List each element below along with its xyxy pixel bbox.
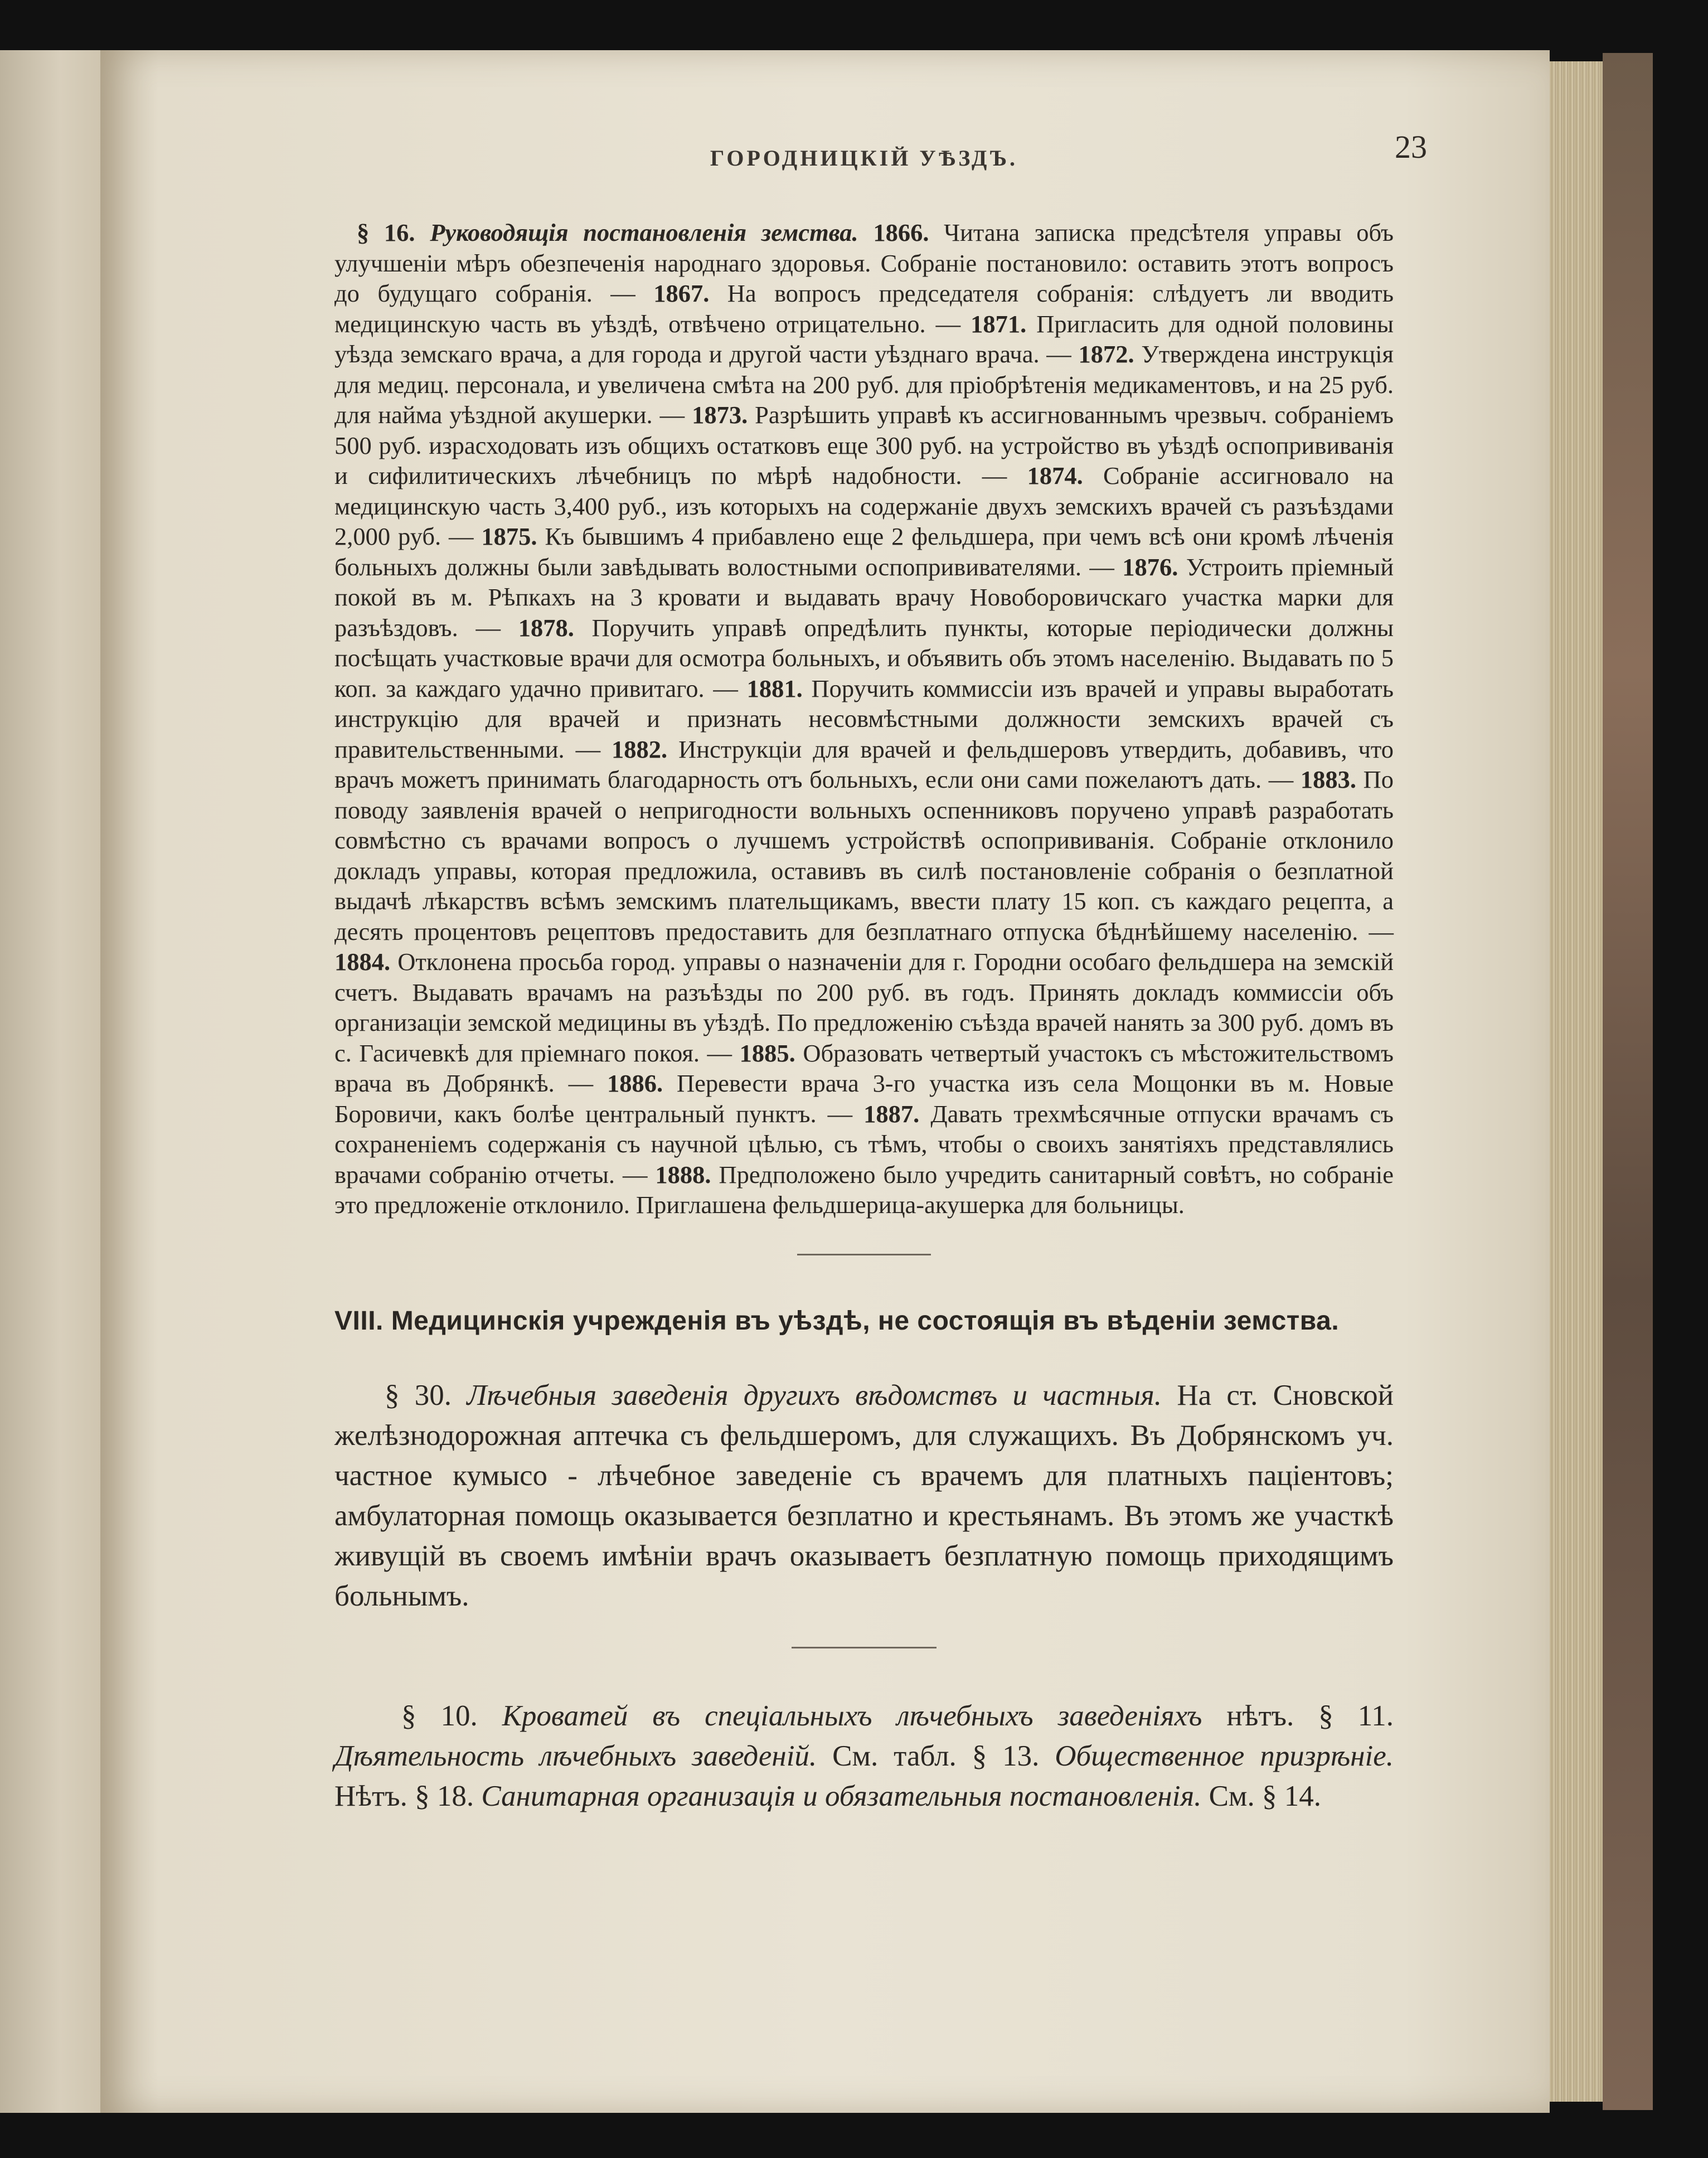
ref-18-sign: § 18.	[415, 1779, 474, 1812]
year-1888: 1888.	[655, 1160, 711, 1189]
text-1866: Читана записка предсѣтеля управы объ улучшеніи мѣръ обезпеченія народнаго здоровья. Собраніе постановило: оставить этотъ вопросъ до будущаго собранія. —	[334, 219, 1394, 307]
year-1866: 1866.	[873, 219, 929, 246]
book-cover-edge	[1603, 53, 1653, 2110]
ref-13-title: Общественное призрѣніе.	[1055, 1739, 1394, 1772]
year-1867: 1867.	[653, 279, 710, 307]
section-viii-heading: VIII. Медицинскія учрежденія въ уѣздѣ, не состоящія въ вѣденіи земства.	[334, 1306, 1340, 1336]
ref-13-sign: § 13.	[972, 1739, 1040, 1772]
year-1884: 1884.	[334, 948, 391, 976]
section-16-title: Руководящія постановленія земства.	[430, 219, 858, 246]
text-1886: Перевести врача 3-го участка изъ села Мощонки въ м. Новые Боровичи, какъ болѣе центральный пунктъ. —	[334, 1069, 1394, 1128]
year-1885: 1885.	[739, 1039, 795, 1067]
running-header	[334, 111, 1427, 178]
ref-18-title: Санитарная организація и обязательныя постановленія.	[481, 1779, 1202, 1812]
year-1887: 1887.	[863, 1099, 920, 1128]
ref-11-title: Дѣятельность лѣчебныхъ заведеній.	[334, 1739, 817, 1772]
year-1873: 1873.	[692, 401, 748, 429]
ref-11-sign: § 11.	[1318, 1699, 1394, 1732]
text-1882: Инструкціи для врачей и фельдшеровъ утвердить, добавивъ, что врачъ можетъ принимать благодарность отъ больныхъ, если они сами пожелаютъ дать. —	[334, 735, 1394, 793]
text-1881: Поручить коммиссіи изъ врачей и управы выработать инструкцію для врачей и признать несовмѣстными должности земскихъ врачей съ правительственными. —	[334, 674, 1394, 763]
year-1875: 1875.	[481, 522, 537, 550]
year-1883: 1883.	[1300, 765, 1356, 793]
section-divider	[797, 1254, 931, 1255]
text-1872: Утверждена инструкція для медиц. персонала, и увеличена смѣта на 200 руб. для пріобрѣтенія медикаментовъ, и на 25 руб. для найма уѣздной акушерки. —	[334, 340, 1394, 429]
year-1871: 1871.	[971, 309, 1027, 338]
year-1886: 1886.	[607, 1069, 663, 1097]
page-number: 23	[1395, 129, 1427, 165]
section-30-title: Лѣчебныя заведенія другихъ вѣдомствъ и частныя.	[467, 1379, 1162, 1412]
ref-18-text: См. § 14.	[1209, 1779, 1321, 1812]
year-1874: 1874.	[1027, 462, 1083, 489]
text-1883: По поводу заявленія врачей о непригодности вольныхъ оспенниковъ поручено управѣ разработать совмѣстно съ врачами вопросъ о лучшемъ устройствѣ оспопрививанія. Собраніе отклонило докладъ управы, которая предложила, оставивъ въ силѣ постановленіе собранія о безплатной выдачѣ лѣкарствъ всѣмъ земскимъ плательщикамъ, ввести плату 15 коп. съ каждаго рецепта, а десять процентовъ рецептовъ предоставить для безплатнаго отпуска бѣднѣйшему населенію. —	[334, 765, 1394, 945]
text-1887: Давать трехмѣсячные отпуски врачамъ съ сохраненіемъ содержанія съ научной цѣлью, съ тѣмъ, чтобы о своихъ занятіяхъ представлялись врачами собранію отчеты. —	[334, 1099, 1394, 1189]
text-1874: Собраніе ассигновало на медицинскую часть 3,400 руб., изъ которыхъ на содержаніе двухъ земскихъ врачей съ разъѣздами 2,000 руб. —	[334, 462, 1394, 550]
header-title: ГОРОДНИЦКІЙ УѢЗДЪ.	[710, 146, 1018, 171]
ref-13-text: Нѣтъ.	[334, 1779, 407, 1812]
year-1872: 1872.	[1078, 340, 1134, 368]
text-1867: На вопросъ председателя собранія: слѣдуетъ ли вводить медицинскую часть въ уѣздѣ, отвѣчено отрицательно. —	[334, 279, 1394, 338]
section-30-sign: § 30.	[385, 1379, 452, 1412]
footer-references	[334, 1696, 1394, 1816]
year-1878: 1878.	[518, 613, 574, 642]
ref-10-title: Кроватей въ спеціальныхъ лѣчебныхъ заведеніяхъ	[502, 1699, 1202, 1732]
section-30-paragraph	[334, 1375, 1394, 1616]
text-1876: Устроить пріемный покой въ м. Рѣпкахъ на 3 кровати и выдавать врачу Новоборовичскаго участка марки для разъѣздовъ. —	[334, 552, 1394, 642]
text-1878: Поручить управѣ опредѣлить пункты, которые періодически должны посѣщать участковые врачи для осмотра больныхъ, и объявить объ этомъ населенію. Выдавать по 5 коп. за каждаго удачно привитаго. —	[334, 613, 1394, 702]
page-content	[334, 111, 1427, 1951]
text-1885: Образовать четвертый участокъ съ мѣстожительствомъ врача въ Добрянкѣ. —	[334, 1039, 1394, 1097]
text-1875: Къ бывшимъ 4 прибавлено еще 2 фельдшера, при чемъ всѣ они кромѣ лѣченія больныхъ должны были завѣдывать волостными оспопрививателями. —	[334, 522, 1394, 581]
section-30-text: На ст. Сновской желѣзнодорожная аптечка съ фельдшеромъ, для служащихъ. Въ Добрянскомъ уч. частное кумысо - лѣчебное заведеніе съ врачемъ для платныхъ паціентовъ; амбулаторная помощь оказывается безплатно и крестьянамъ. Въ этомъ же участкѣ живущій въ своемъ имѣніи врачъ оказываетъ безплатную помощь приходящимъ больнымъ.	[334, 1379, 1394, 1612]
ref-10-sign: § 10.	[401, 1699, 478, 1732]
section-divider-2	[792, 1647, 937, 1648]
text-1884: Отклонена просьба город. управы о назначеніи для г. Городни особаго фельдшера на земскій счетъ. Выдавать врачамъ на разъѣзды по 200 руб. въ годъ. Принять докладъ коммиссіи объ организаціи земской медицины въ уѣздѣ. По предложенію съѣзда врачей нанять за 300 руб. домъ въ с. Гасичевкѣ для пріемнаго покоя. —	[334, 948, 1394, 1067]
page-stack-edge	[1550, 61, 1603, 2102]
text-1871: Пригласить для одной половины уѣзда земскаго врача, а для города и другой части уѣзднаго врача. —	[334, 309, 1394, 368]
year-1876: 1876.	[1122, 552, 1178, 581]
year-1881: 1881.	[746, 674, 803, 702]
section-16-paragraph	[334, 217, 1394, 1220]
text-1873: Разрѣшить управѣ къ ассигнованнымъ чрезвыч. собраніемъ 500 руб. израсходовать изъ общихъ остатковъ еще 300 руб. на устройство въ уѣздѣ оспопрививанія и сифилитическихъ лѣчебницъ по мѣрѣ надобности. —	[334, 401, 1394, 489]
section-16-sign: § 16.	[357, 219, 415, 246]
year-1882: 1882.	[612, 735, 668, 763]
left-page-edge	[0, 50, 100, 2113]
ref-11-text: См. табл.	[832, 1739, 957, 1772]
ref-10-text: нѣтъ.	[1226, 1699, 1294, 1732]
text-1888: Предположено было учредить санитарный совѣтъ, но собраніе это предложеніе отклонило. Приглашена фельдшерица-акушерка для больницы.	[334, 1160, 1394, 1219]
